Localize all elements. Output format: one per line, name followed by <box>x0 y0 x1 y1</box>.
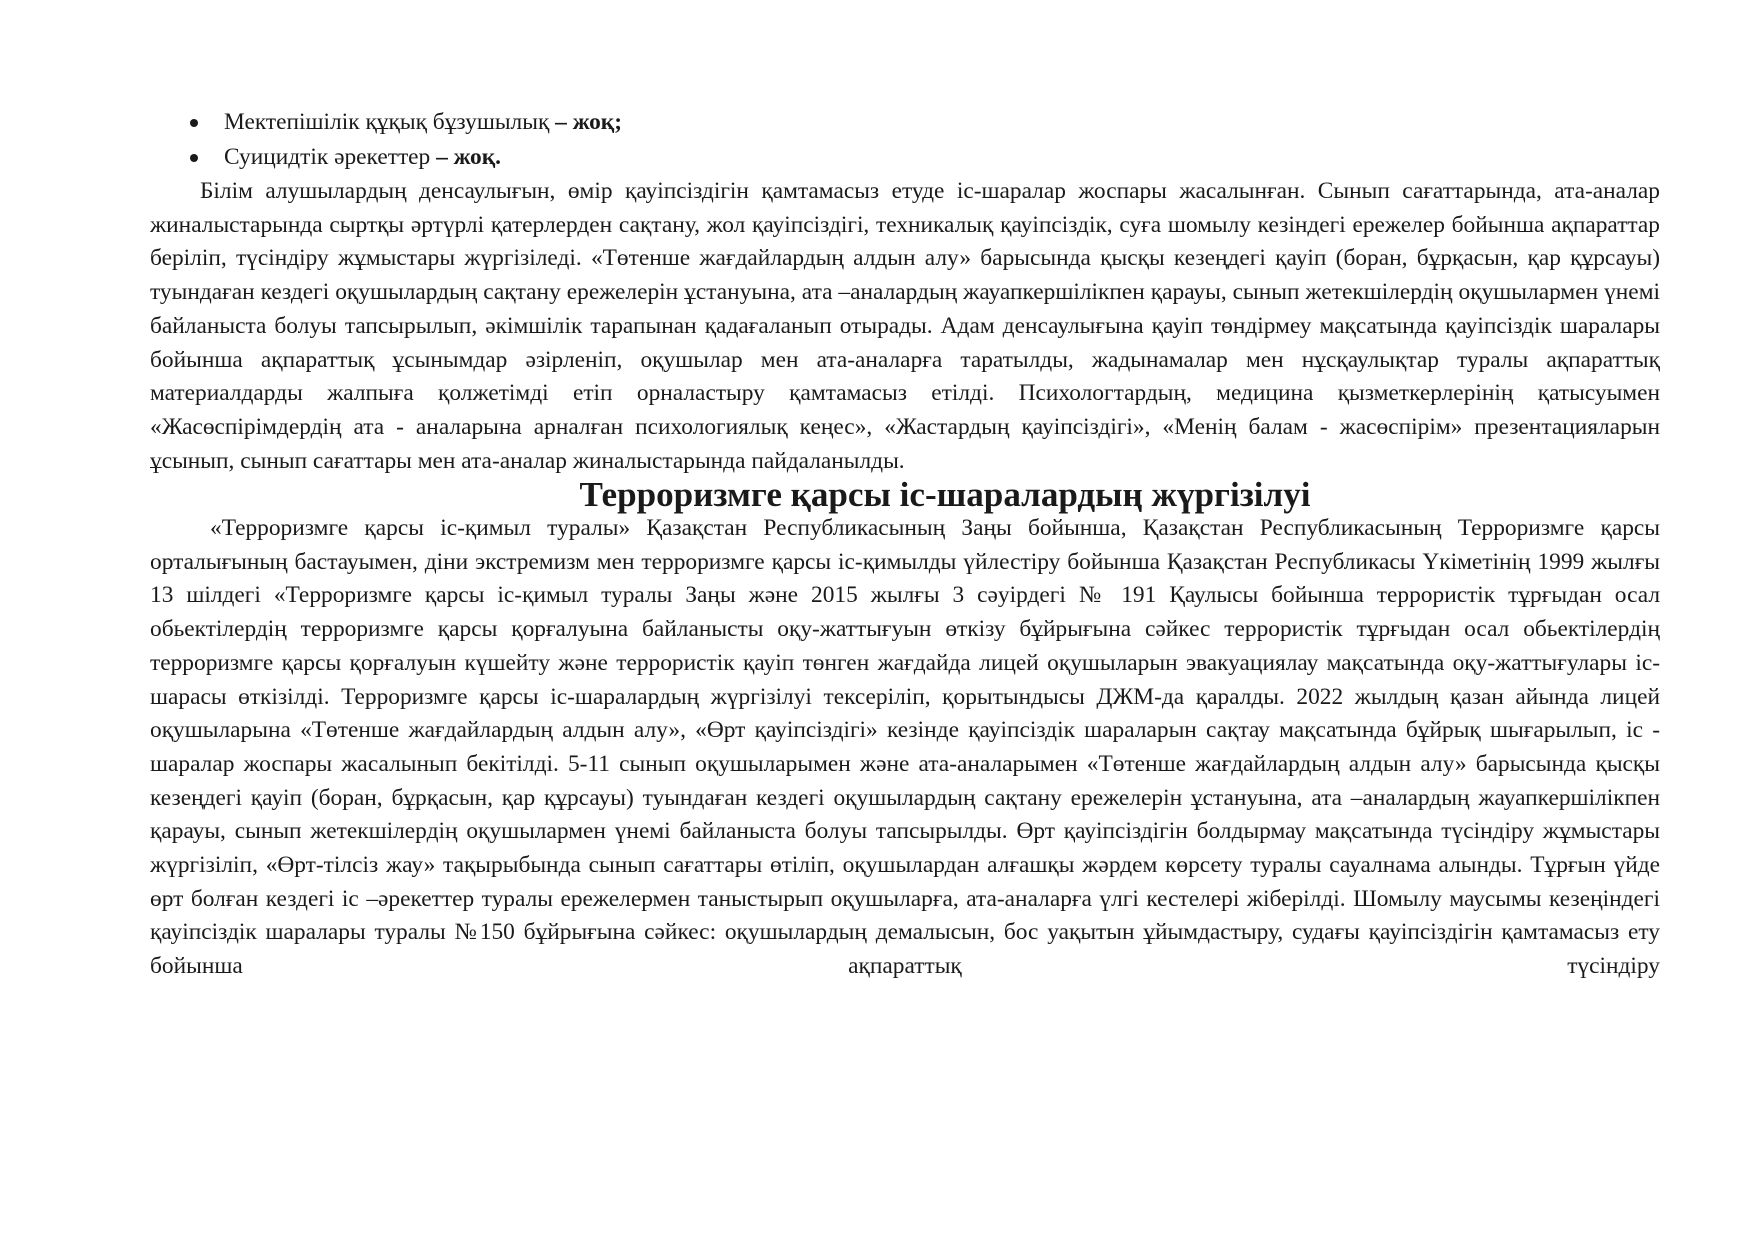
bullet-list <box>150 105 1660 175</box>
bullet-status: – жоқ; <box>555 109 623 135</box>
document-page <box>150 105 1660 984</box>
safety-paragraph: Білім алушылардың денсаулығын, өмір қауіпсіздігін қамтамасыз етуде іс-шаралар жоспары жасалынған. Сынып сағаттарында, ата-аналар жиналыстарында сыртқы әртүрлі қатерлерден сақтану, жол қауіпсіздігі, техникалық қауіпсіздік, суға шомылу кезіндегі ережелер бойынша ақпараттар беріліп, түсіндіру жұмыстары жүргізіледі. «Төтенше жағдайлардың алдын алу» барысында қысқы кезеңдегі қауіп (боран, бұрқасын, қар құрсауы) туындаған кездегі оқушылардың сақтану ережелерін ұстануына, ата –аналардың жауапкершілікпен қарауы, сынып жетекшілердің оқушылармен үнемі байланыста болуы тапсырылып, әкімшілік тарапынан қадағаланып отырады. Адам денсаулығына қауіп төндірмеу мақсатында қауіпсіздік шаралары бойынша ақпараттық ұсынымдар әзірленіп, оқушылар мен ата-аналарға таратылды, жадынамалар мен нұсқаулықтар туралы ақпараттық материалдарды жалпыға қолжетімді етіп орналастыру қамтамасыз етілді. Психологтардың, медицина қызметкерлерінің қатысуымен «Жасөспірімдердің ата - аналарына арналған психологиялық кеңес», «Жастардың қауіпсіздігі», «Менің балам - жасөспірім» презентацияларын ұсынып, сынып сағаттары мен ата-аналар жиналыстарында пайдаланылды. <box>150 178 1660 474</box>
list-item <box>150 140 1660 175</box>
bullet-text: Суицидтік әрекеттер <box>224 144 437 170</box>
list-item <box>150 105 1660 140</box>
bullet-icon <box>190 154 198 162</box>
bullet-text: Мектепішілік құқық бұзушылық <box>224 109 556 135</box>
section-heading: Терроризмге қарсы іс-шаралардың жүргізілуі <box>579 475 1311 515</box>
bullet-status: – жоқ. <box>436 144 502 170</box>
bullet-icon <box>190 119 198 127</box>
antiterror-paragraph: «Терроризмге қарсы іс-қимыл туралы» Қазақстан Республикасының Заңы бойынша, Қазақстан Республикасының Терроризмге қарсы орталығының бастауымен, діни экстремизм мен терроризмге қарсы іс-қимылды үйлестіру бойынша Қазақстан Республикасы Үкіметінің 1999 жылғы 13 шілдегі «Терроризмге қарсы іс-қимыл туралы Заңы және 2015 жылғы 3 сәуірдегі № 191 Қаулысы бойынша террористік тұрғыдан осал обьектілердің терроризмге қарсы қорғалуына байланысты оқу-жаттығуын өткізу бұйрығына сәйкес террористік тұрғыдан осал обьектілердің терроризмге қарсы қорғалуын күшейту және террористік қауіп төнген жағдайда лицей оқушыларын эвакуациялау мақсатында оқу-жаттығулары іс-шарасы өткізілді. Терроризмге қарсы іс-шаралардың жүргізілуі тексеріліп, қорытындысы ДЖМ-да қаралды. 2022 жылдың қазан айында лицей оқушыларына «Төтенше жағдайлардың алдын алу», «Өрт қауіпсіздігі» кезінде қауіпсіздік шараларын сақтау мақсатында бұйрық шығарылып, іс - шаралар жоспары жасалынып бекітілді. 5-11 сынып оқушыларымен және ата-аналарымен «Төтенше жағдайлардың алдын алу» барысында қысқы кезеңдегі қауіп (боран, бұрқасын, қар құрсауы) туындаған кездегі оқушылардың сақтану ережелерін ұстануына, ата –аналардың жауапкершілікпен қарауы, сынып жетекшілердің оқушылармен үнемі байланыста болуы тапсырылды. Өрт қауіпсіздігін болдырмау мақсатында түсіндіру жұмыстары жүргізіліп, «Өрт-тілсіз жау» тақырыбында сынып сағаттары өтіліп, оқушылардан алғашқы жәрдем көрсету туралы сауалнама алынды. Тұрғын үйде өрт болған кездегі іс –әрекеттер туралы ережелермен таныстырып оқушыларға, ата-аналарға үлгі кестелері жіберілді. Шомылу маусымы кезеңіндегі қауіпсіздік шаралары туралы №150 бұйрығына сәйкес: оқушылардың демалысын, бос уақытын ұйымдастыру, судағы қауіпсіздігін қамтамасыз ету бойынша ақпараттық түсіндіру <box>150 515 1660 980</box>
